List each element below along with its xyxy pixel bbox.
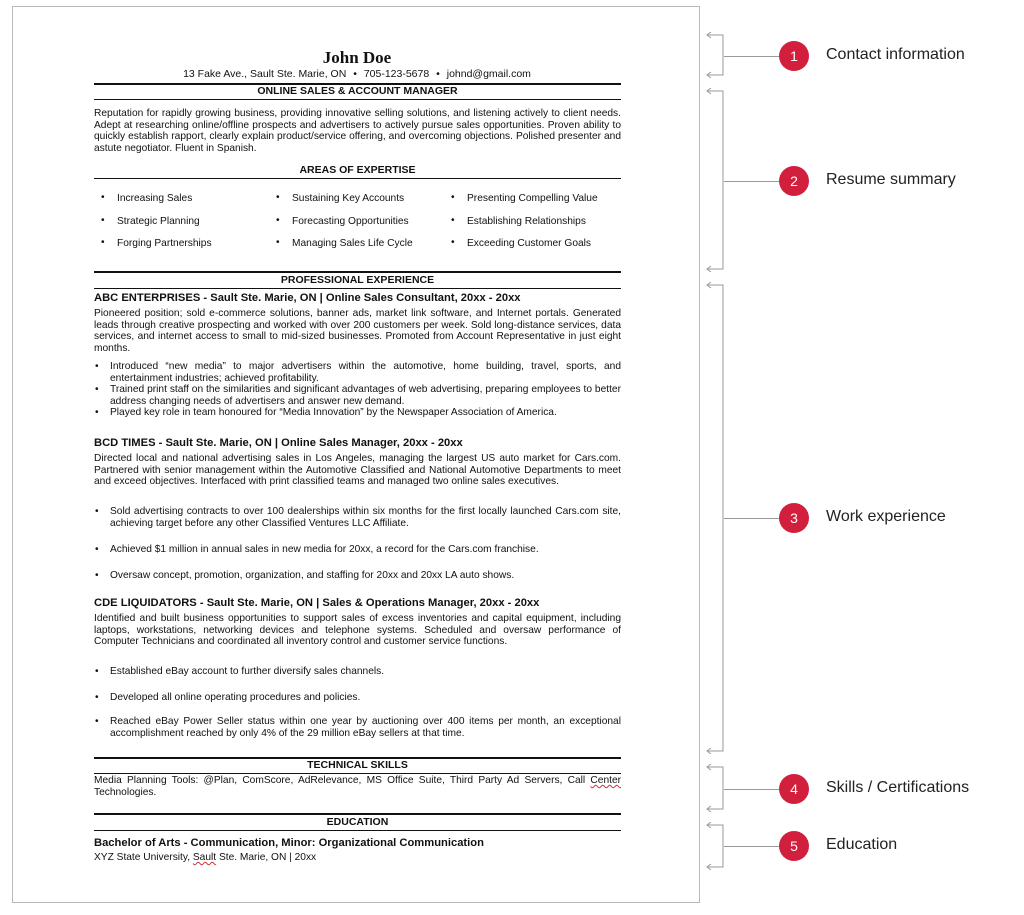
annotation-badge: 2 <box>779 166 809 196</box>
job-bullets <box>94 361 621 419</box>
expertise-item: • Forecasting Opportunities <box>276 216 413 239</box>
job-bullets <box>94 666 621 739</box>
annotation-badge: 3 <box>779 503 809 533</box>
job-bullet: • Developed all online operating procedures and policies. <box>94 692 621 716</box>
rule-divider <box>94 178 621 179</box>
bracket-education <box>706 822 724 870</box>
bracket-experience <box>706 282 724 754</box>
rule-divider <box>94 271 621 273</box>
job-heading: BCD TIMES - Sault Ste. Marie, ON | Online Sales Manager, 20xx - 20xx <box>94 437 463 449</box>
rule-divider <box>94 288 621 289</box>
contact-address: 13 Fake Ave., Sault Ste. Marie, ON <box>183 68 347 80</box>
job-bullet: • Sold advertising contracts to over 100 dealerships within six months for the first locally launched Cars.com site, achieving target before any other Classified Ventures LLC Affiliate. <box>94 506 621 544</box>
expertise-item: • Increasing Sales <box>101 193 212 216</box>
expertise-item: • Exceeding Customer Goals <box>451 238 598 261</box>
bracket-icon <box>706 32 724 78</box>
job-heading: ABC ENTERPRISES - Sault Ste. Marie, ON | Online Sales Consultant, 20xx - 20xx <box>94 292 521 304</box>
annotation-label: Work experience <box>826 508 946 525</box>
annotation-label: Education <box>826 836 898 853</box>
rule-divider <box>94 773 621 774</box>
rule-divider <box>94 99 621 100</box>
bracket-icon <box>706 764 724 812</box>
job-description: Identified and built business opportunities to support sales of excess inventories and capital equipment, including laptops, workstations, networking devices and telephone systems. Scheduled and oversaw performance of Computer Technicians and coordinated all inventory control and customer service functions. <box>94 613 621 648</box>
bracket-summary <box>706 88 724 272</box>
annotation-badge: 1 <box>779 41 809 71</box>
rule-divider <box>94 813 621 815</box>
annotation-label: Skills / Certifications <box>826 779 970 796</box>
contact-phone: 705-123-5678 <box>363 68 430 80</box>
skills-text-part: Technologies. <box>94 786 157 798</box>
connector-line <box>724 789 779 790</box>
summary-text: Reputation for rapidly growing business, providing innovative selling solutions, and listening actively to client needs. Adept at researching online/offline prospects and advertisers to actively pursue sales opportunities. Proven ability to quickly establish rapport, clearly explain product/service offering, and overcoming objections. Polished presenter and astute negotiator. Fluent in Spanish. <box>94 108 621 154</box>
job-bullets <box>94 506 621 582</box>
rule-divider <box>94 830 621 831</box>
job-bullet: • Established eBay account to further diversify sales channels. <box>94 666 621 692</box>
education-school <box>94 852 621 864</box>
resume-page <box>12 6 700 903</box>
bracket-skills <box>706 764 724 812</box>
job-bullet: • Achieved $1 million in annual sales in new media for 20xx, a record for the Cars.com franchise. <box>94 544 621 570</box>
headline: ONLINE SALES & ACCOUNT MANAGER <box>257 85 458 97</box>
expertise-item: • Presenting Compelling Value <box>451 193 598 216</box>
connector-line <box>724 56 779 57</box>
job-bullet: • Played key role in team honoured for “Media Innovation” by the Newspaper Association of America. <box>94 407 621 419</box>
job-description: Pioneered position; sold e-commerce solutions, banner ads, market link software, and Internet portals. Generated leads through creative prospecting and worked with over 200 customers per week. Sold long-distance services, data services, and internet access to small to mid-sized businesses. Promoted from Account Representative in just eight months. <box>94 308 621 354</box>
job-bullet: • Trained print staff on the similarities and significant advantages of web advertising, preparing employees to better address changing needs of advertisers and answer new demand. <box>94 384 621 407</box>
annotation-badge: 5 <box>779 831 809 861</box>
contact-separator: • <box>436 68 440 80</box>
job-heading: CDE LIQUIDATORS - Sault Ste. Marie, ON | Sales & Operations Manager, 20xx - 20xx <box>94 597 540 609</box>
contact-separator: • <box>353 68 357 80</box>
annotation-label: Contact information <box>826 46 965 63</box>
school-part: Sault <box>192 852 217 863</box>
expertise-title: AREAS OF EXPERTISE <box>299 164 416 176</box>
connector-line <box>724 846 779 847</box>
contact-line <box>13 68 701 80</box>
expertise-item: • Managing Sales Life Cycle <box>276 238 413 261</box>
expertise-column <box>276 193 413 261</box>
education-title: EDUCATION <box>326 816 389 828</box>
experience-title: PROFESSIONAL EXPERIENCE <box>280 274 435 286</box>
job-bullet: • Introduced “new media” to major advertisers within the automotive, home building, travel, sports, and entertainment industries; achieved profitability. <box>94 361 621 384</box>
contact-email: johnd@gmail.com <box>446 68 531 80</box>
expertise-column <box>101 193 212 261</box>
resume-name: John Doe <box>322 48 392 67</box>
expertise-column <box>451 193 598 261</box>
annotation-badge: 4 <box>779 774 809 804</box>
bracket-icon <box>706 822 724 870</box>
connector-line <box>724 518 779 519</box>
skills-text-part: Media Planning Tools: @Plan, ComScore, AdRelevance, MS Office Suite, Third Party Ad Servers, Call <box>94 775 591 786</box>
job-bullet: • Reached eBay Power Seller status within one year by auctioning over 400 items per month, an exceptional accomplishment reached by only 4% of the 29 million eBay sellers at that time. <box>94 716 621 739</box>
expertise-item: • Establishing Relationships <box>451 216 598 239</box>
education-degree: Bachelor of Arts - Communication, Minor: Organizational Communication <box>94 837 484 849</box>
bracket-icon <box>706 88 724 272</box>
bracket-contact <box>706 32 724 78</box>
skills-text-part: Center <box>590 775 621 786</box>
skills-title: TECHNICAL SKILLS <box>307 759 408 771</box>
expertise-item: • Forging Partnerships <box>101 238 212 261</box>
expertise-item: • Strategic Planning <box>101 216 212 239</box>
job-description: Directed local and national advertising sales in Los Angeles, managing the largest US auto market for Cars.com. Partnered with senior management within the Automotive Classified and National Automotive Departments to meet and exceed objectives. Interfaced with print classified teams and managed two online sales executives. <box>94 453 621 488</box>
school-part: XYZ State University, <box>94 852 193 863</box>
skills-text <box>94 775 621 798</box>
connector-line <box>724 181 779 182</box>
school-part: Ste. Marie, ON | 20xx <box>216 852 317 863</box>
annotation-label: Resume summary <box>826 171 956 188</box>
job-bullet: • Oversaw concept, promotion, organization, and staffing for 20xx and 20xx LA auto shows. <box>94 570 621 582</box>
expertise-item: • Sustaining Key Accounts <box>276 193 413 216</box>
bracket-icon <box>706 282 724 754</box>
